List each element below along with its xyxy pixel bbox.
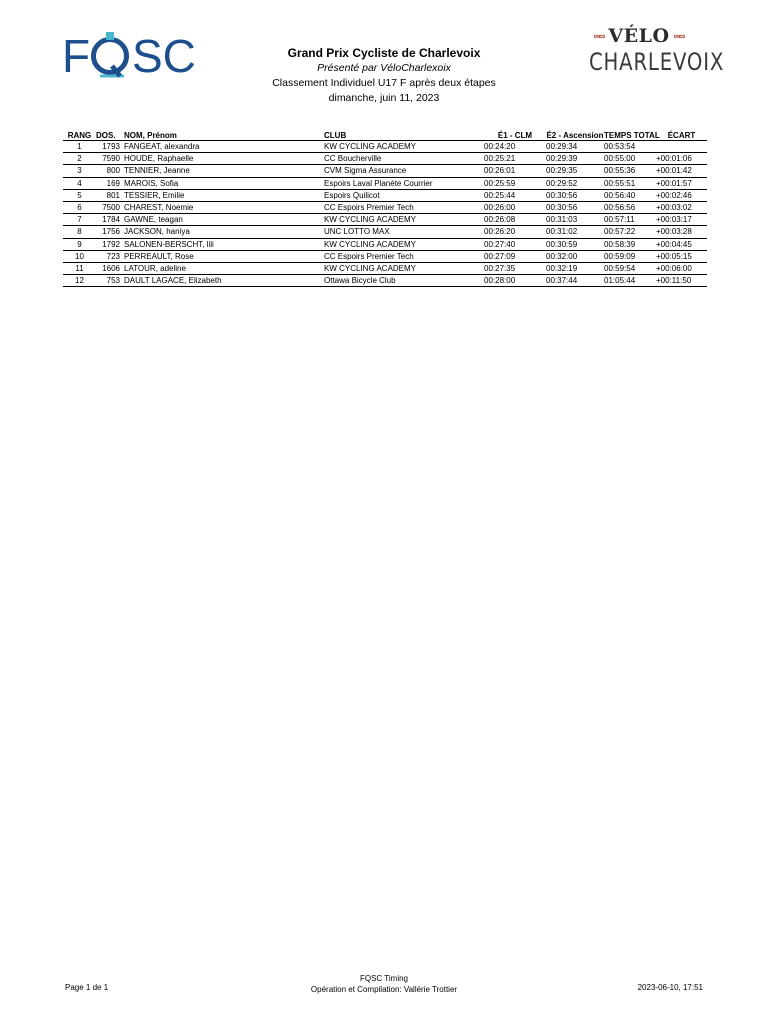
cell-dos: 1792 [96, 238, 124, 250]
charlevoix-word: CHARLEVOIX [588, 48, 725, 76]
cell-e1: 00:27:35 [484, 262, 546, 274]
timing-credit: FQSC Timing [359, 974, 408, 983]
cell-ecart: +00:02:46 [656, 189, 707, 201]
table-row [63, 201, 707, 213]
cell-ecart: +00:03:17 [656, 214, 707, 226]
cell-dos: 723 [96, 250, 124, 262]
table-row [63, 177, 707, 189]
table-header-row [63, 128, 707, 141]
cell-e1: 00:25:21 [484, 153, 546, 165]
cell-nom: TENNIER, Jeanne [124, 165, 324, 177]
col-dos: DOS. [96, 128, 124, 141]
cell-dos: 800 [96, 165, 124, 177]
cell-nom: LATOUR, adeline [124, 262, 324, 274]
cell-e1: 00:28:00 [484, 275, 546, 287]
cell-e2: 00:32:19 [546, 262, 604, 274]
cell-total: 00:57:22 [604, 226, 656, 238]
cell-e2: 00:37:44 [546, 275, 604, 287]
results-table [63, 128, 707, 287]
cell-club: CC Boucherville [324, 153, 484, 165]
cell-club: CC Espoirs Premier Tech [324, 201, 484, 213]
fqsc-logo [62, 28, 196, 84]
cell-e1: 00:26:20 [484, 226, 546, 238]
cell-ecart: +00:03:02 [656, 201, 707, 213]
table-row [63, 153, 707, 165]
table-row [63, 214, 707, 226]
cell-dos: 169 [96, 177, 124, 189]
velo-logo-top [578, 26, 700, 46]
cell-club: Ottawa Bicycle Club [324, 275, 484, 287]
cell-e1: 00:26:00 [484, 201, 546, 213]
cell-rang: 9 [63, 238, 96, 250]
cell-ecart: +00:11:50 [656, 275, 707, 287]
cell-ecart: +00:01:57 [656, 177, 707, 189]
cell-nom: JACKSON, haniya [124, 226, 324, 238]
cell-nom: FANGEAT, alexandra [124, 141, 324, 153]
event-date: dimanche, juin 11, 2023 [328, 92, 440, 104]
cell-nom: HOUDE, Raphaelle [124, 153, 324, 165]
cell-e1: 00:26:08 [484, 214, 546, 226]
cell-ecart: +00:01:42 [656, 165, 707, 177]
table-row [63, 262, 707, 274]
cell-total: 00:53:54 [604, 141, 656, 153]
col-nom: NOM, Prénom [124, 128, 324, 141]
cell-e2: 00:31:03 [546, 214, 604, 226]
col-rang: RANG [63, 128, 96, 141]
cell-total: 00:56:40 [604, 189, 656, 201]
cell-rang: 2 [63, 153, 96, 165]
col-club: CLUB [324, 128, 484, 141]
cell-e2: 00:31:02 [546, 226, 604, 238]
table-row [63, 226, 707, 238]
cell-dos: 1784 [96, 214, 124, 226]
cell-rang: 5 [63, 189, 96, 201]
cell-rang: 7 [63, 214, 96, 226]
svg-text:SC: SC [132, 30, 196, 82]
table-row [63, 165, 707, 177]
table-row [63, 189, 707, 201]
cell-e2: 00:29:35 [546, 165, 604, 177]
cell-ecart: +00:03:28 [656, 226, 707, 238]
cell-total: 00:56:56 [604, 201, 656, 213]
cell-nom: GAWNE, teagan [124, 214, 324, 226]
cell-ecart: +00:05:15 [656, 250, 707, 262]
chain-icon: ∞∞ [673, 31, 685, 41]
cell-club: KW CYCLING ACADEMY [324, 238, 484, 250]
cell-club: CC Espoirs Premier Tech [324, 250, 484, 262]
cell-rang: 12 [63, 275, 96, 287]
chain-icon: ∞∞ [593, 31, 605, 41]
event-subtitle: Présenté par VéloCharlexoix [317, 62, 451, 74]
cell-e2: 00:30:56 [546, 201, 604, 213]
cell-nom: TESSIER, Emilie [124, 189, 324, 201]
col-e1: É1 - CLM [484, 128, 546, 141]
cell-total: 01:05:44 [604, 275, 656, 287]
cell-rang: 6 [63, 201, 96, 213]
cell-rang: 8 [63, 226, 96, 238]
cell-total: 00:59:09 [604, 250, 656, 262]
cell-total: 00:58:39 [604, 238, 656, 250]
page-number: Page 1 de 1 [65, 983, 109, 992]
svg-text:F: F [62, 30, 92, 82]
cell-rang: 4 [63, 177, 96, 189]
print-timestamp: 2023-06-10, 17:51 [637, 983, 703, 992]
cell-dos: 7590 [96, 153, 124, 165]
cell-rang: 10 [63, 250, 96, 262]
col-total: TEMPS TOTAL [604, 128, 656, 141]
cell-e1: 00:27:40 [484, 238, 546, 250]
cell-e2: 00:30:56 [546, 189, 604, 201]
cell-ecart: +00:06:00 [656, 262, 707, 274]
compilation-credit: Opération et Compilation: Vallérie Trottier [310, 985, 458, 994]
cell-e2: 00:29:39 [546, 153, 604, 165]
col-ecart: ÉCART [656, 128, 707, 141]
cell-total: 00:55:00 [604, 153, 656, 165]
cell-ecart: +00:04:45 [656, 238, 707, 250]
table-row [63, 275, 707, 287]
cell-e1: 00:25:44 [484, 189, 546, 201]
cell-total: 00:57:11 [604, 214, 656, 226]
cell-club: KW CYCLING ACADEMY [324, 262, 484, 274]
velo-word: VÉLO [608, 25, 670, 47]
footer-credits [234, 973, 534, 995]
cell-rang: 3 [63, 165, 96, 177]
cell-e2: 00:29:34 [546, 141, 604, 153]
cell-club: Espoirs Laval Planète Courrier [324, 177, 484, 189]
cell-e1: 00:25:59 [484, 177, 546, 189]
cell-total: 00:59:54 [604, 262, 656, 274]
event-title: Grand Prix Cycliste de Charlevoix [287, 46, 481, 60]
classification-title: Classement Individuel U17 F après deux étapes [272, 77, 496, 89]
cell-dos: 753 [96, 275, 124, 287]
cell-club: UNC LOTTO MAX [324, 226, 484, 238]
cell-dos: 1606 [96, 262, 124, 274]
cell-dos: 7500 [96, 201, 124, 213]
cell-club: KW CYCLING ACADEMY [324, 214, 484, 226]
cell-club: CVM Sigma Assurance [324, 165, 484, 177]
cell-total: 00:55:36 [604, 165, 656, 177]
cell-dos: 801 [96, 189, 124, 201]
table-row [63, 238, 707, 250]
cell-e2: 00:32:00 [546, 250, 604, 262]
velo-charlevoix-logo [578, 25, 725, 78]
document-header [200, 45, 568, 106]
table-row [63, 141, 707, 153]
cell-ecart [656, 141, 707, 153]
cell-total: 00:55:51 [604, 177, 656, 189]
col-e2: É2 - Ascension [546, 128, 604, 141]
cell-nom: SALONEN-BERSCHT, lili [124, 238, 324, 250]
cell-club: KW CYCLING ACADEMY [324, 141, 484, 153]
cell-nom: PERREAULT, Rose [124, 250, 324, 262]
cell-nom: CHAREST, Noemie [124, 201, 324, 213]
cell-rang: 11 [63, 262, 96, 274]
cell-e2: 00:29:52 [546, 177, 604, 189]
cell-ecart: +00:01:06 [656, 153, 707, 165]
cell-nom: MAROIS, Sofia [124, 177, 324, 189]
cell-e2: 00:30:59 [546, 238, 604, 250]
cell-dos: 1793 [96, 141, 124, 153]
cell-e1: 00:27:09 [484, 250, 546, 262]
table-row [63, 250, 707, 262]
cell-dos: 1756 [96, 226, 124, 238]
cell-e1: 00:26:01 [484, 165, 546, 177]
cell-nom: DAULT LAGACE, Elizabeth [124, 275, 324, 287]
cell-e1: 00:24:20 [484, 141, 546, 153]
cell-club: Espoirs Quilicot [324, 189, 484, 201]
cell-rang: 1 [63, 141, 96, 153]
